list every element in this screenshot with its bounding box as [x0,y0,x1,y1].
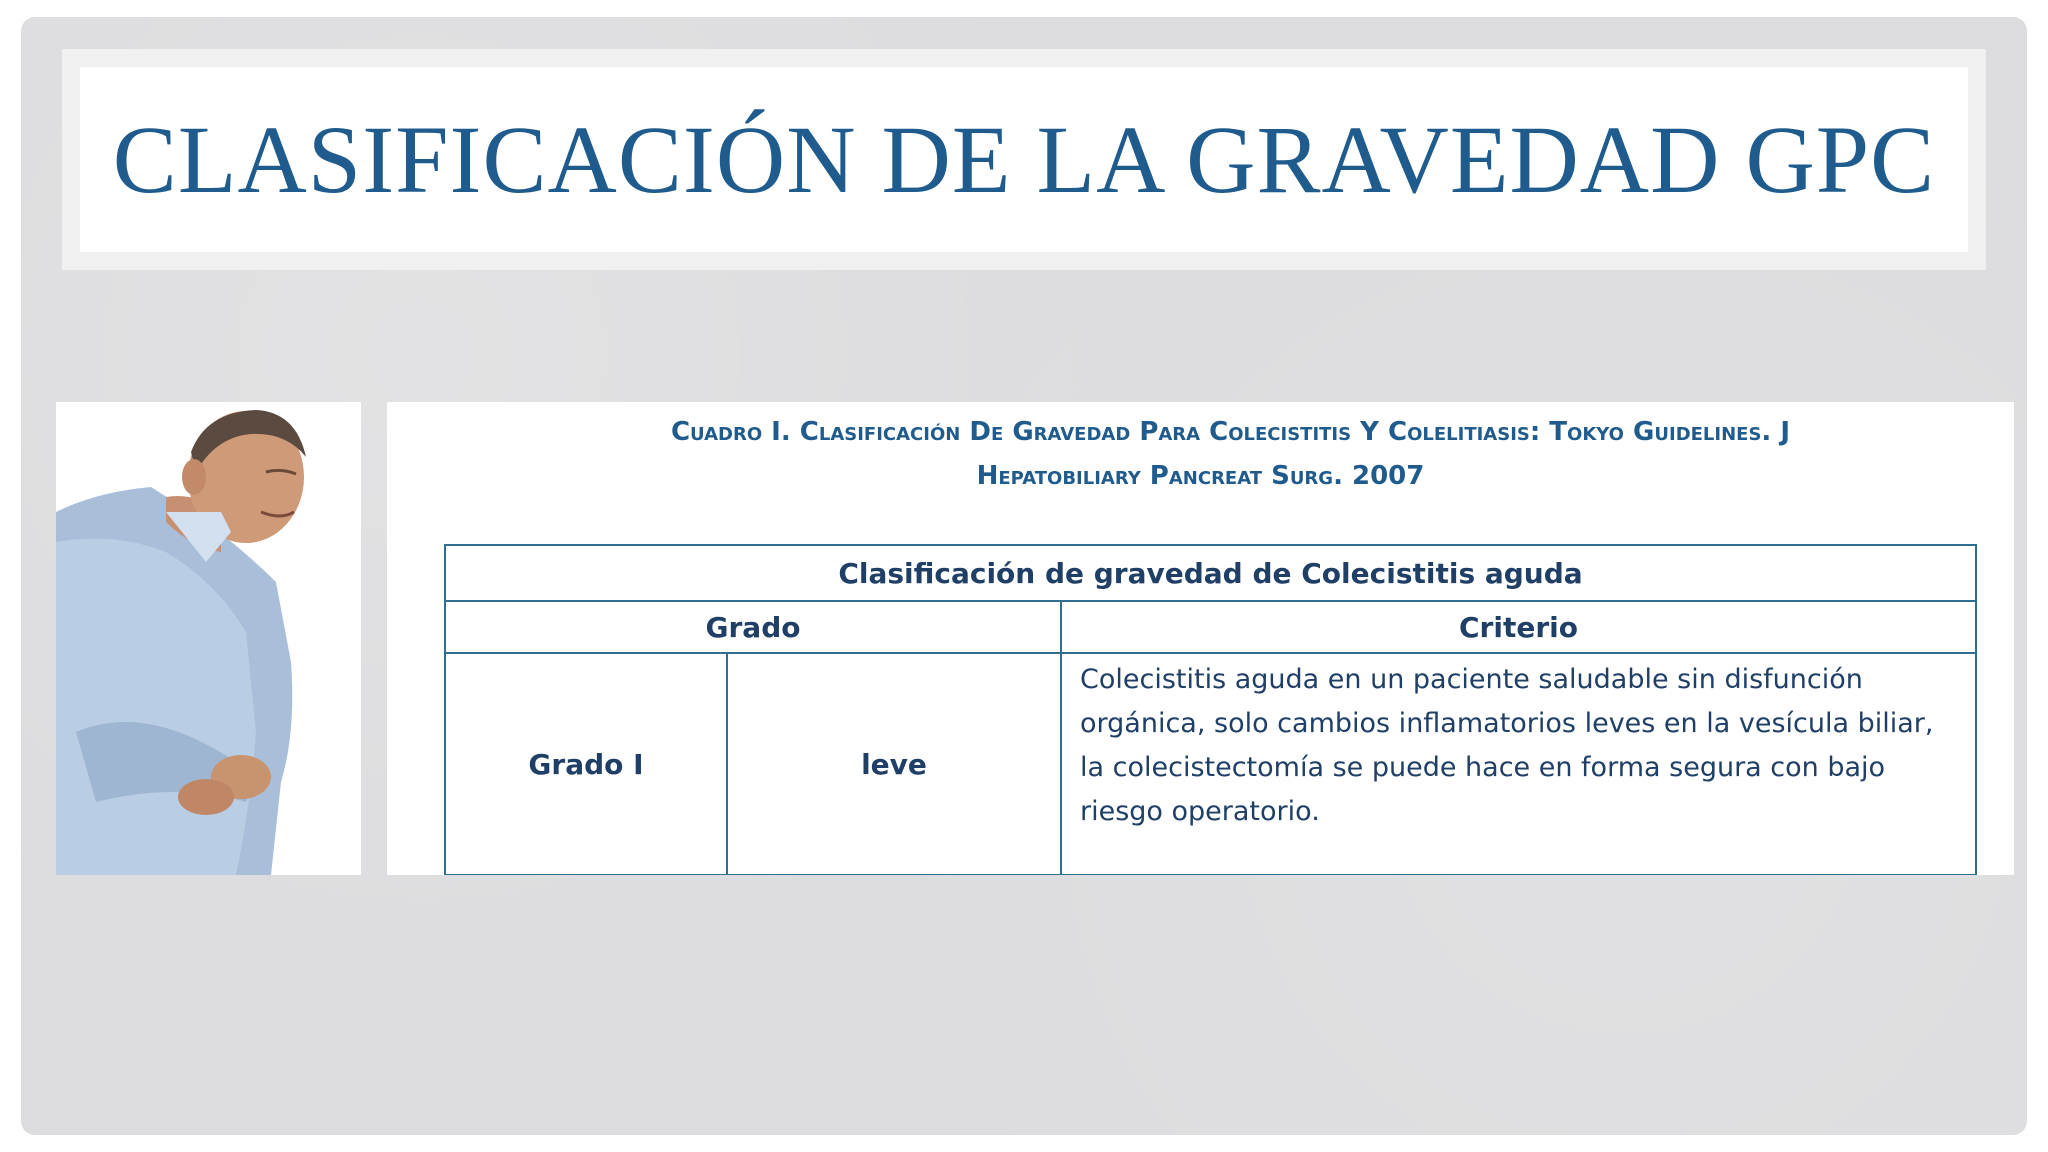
table-caption [387,410,2014,498]
criteria-cell: Colecistitis aguda en un paciente saludable sin disfunción orgánica, solo cambios inflamatorios leves en la vesícula biliar, la colecistectomía se puede hace en forma segura con bajo riesgo operatorio. [1061,653,1976,875]
column-header-criterio: Criterio [1061,601,1976,653]
level-cell: leve [727,653,1061,875]
guideline-table-image [387,402,2014,875]
slide-title: CLASIFICACIÓN DE LA GRAVEDAD GPC [112,105,1936,213]
man-stomach-pain-photo [56,402,361,875]
caption-line-1: Cuadro I. Clasificación De Gravedad Para Colecistitis Y Colelitiasis: Tokyo Guidelines. J [670,417,1791,447]
column-header-grado: Grado [445,601,1061,653]
man-illustration [56,402,361,875]
title-box [62,49,1986,270]
severity-table [444,544,1977,875]
table-header: Clasificación de gravedad de Colecistitis aguda [445,545,1976,601]
caption-line-2: Hepatobiliary Pancreat Surg. 2007 [976,461,1425,491]
grade-cell: Grado I [445,653,727,875]
table-row [445,653,1976,875]
slide [21,17,2027,1135]
